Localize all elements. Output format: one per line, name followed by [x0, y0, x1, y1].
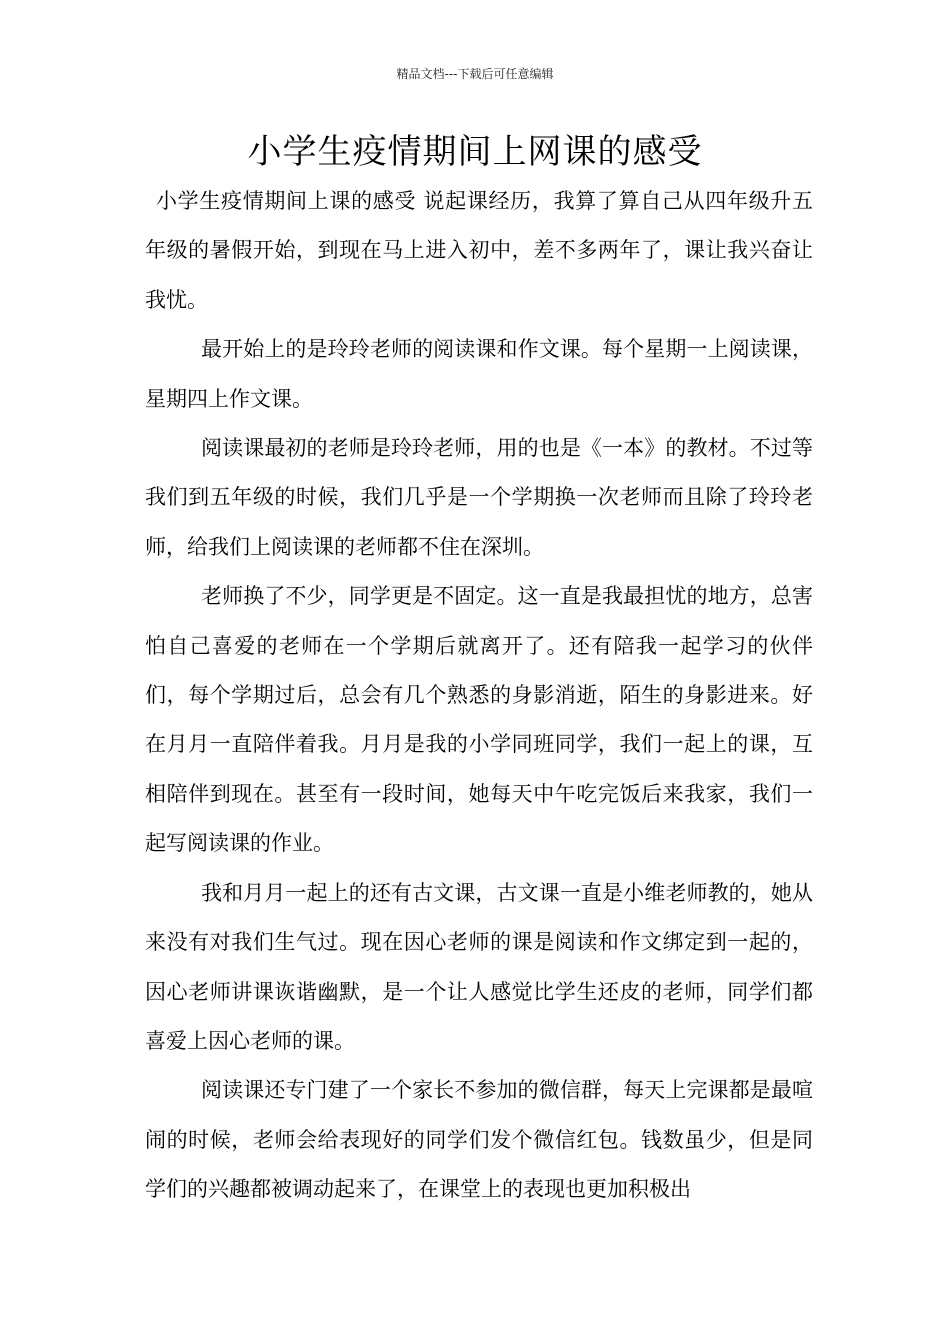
paragraph: 阅读课还专门建了一个家长不参加的微信群，每天上完课都是最喧闹的时候，老师会给表现好的同学们发个微信红包。钱数虽少，但是同学们的兴趣都被调动起来了，在课堂上的表现也更加积极出 — [145, 1078, 813, 1202]
paragraph: 阅读课最初的老师是玲玲老师，用的也是《一本》的教材。不过等我们到五年级的时候，我们几乎是一个学期换一次老师而且除了玲玲老师，给我们上阅读课的老师都不住在深圳。 — [145, 436, 813, 559]
document-title: 小学生疫情期间上网课的感受 — [247, 132, 703, 172]
document-body — [145, 177, 813, 1215]
paragraph: 我和月月一起上的还有古文课，古文课一直是小维老师教的，她从来没有对我们生气过。现在因心老师的课是阅读和作文绑定到一起的，因心老师讲课诙谐幽默，是一个让人感觉比学生还皮的老师，同学们都喜爱上因心老师的课。 — [145, 880, 813, 1053]
page-header-watermark: 精品文档---下载后可任意编辑 — [396, 67, 554, 81]
paragraph: 小学生疫情期间上课的感受 说起课经历，我算了算自己从四年级升五年级的暑假开始，到现在马上进入初中，差不多两年了，课让我兴奋让我忧。 — [145, 189, 813, 312]
paragraph: 老师换了不少，同学更是不固定。这一直是我最担忧的地方，总害怕自己喜爱的老师在一个学期后就离开了。还有陪我一起学习的伙伴们，每个学期过后，总会有几个熟悉的身影消逝，陌生的身影进来。好在月月一直陪伴着我。月月是我的小学同班同学，我们一起上的课，互相陪伴到现在。甚至有一段时间，她每天中午吃完饭后来我家，我们一起写阅读课的作业。 — [145, 584, 813, 856]
paragraph: 最开始上的是玲玲老师的阅读课和作文课。每个星期一上阅读课，星期四上作文课。 — [145, 337, 813, 411]
